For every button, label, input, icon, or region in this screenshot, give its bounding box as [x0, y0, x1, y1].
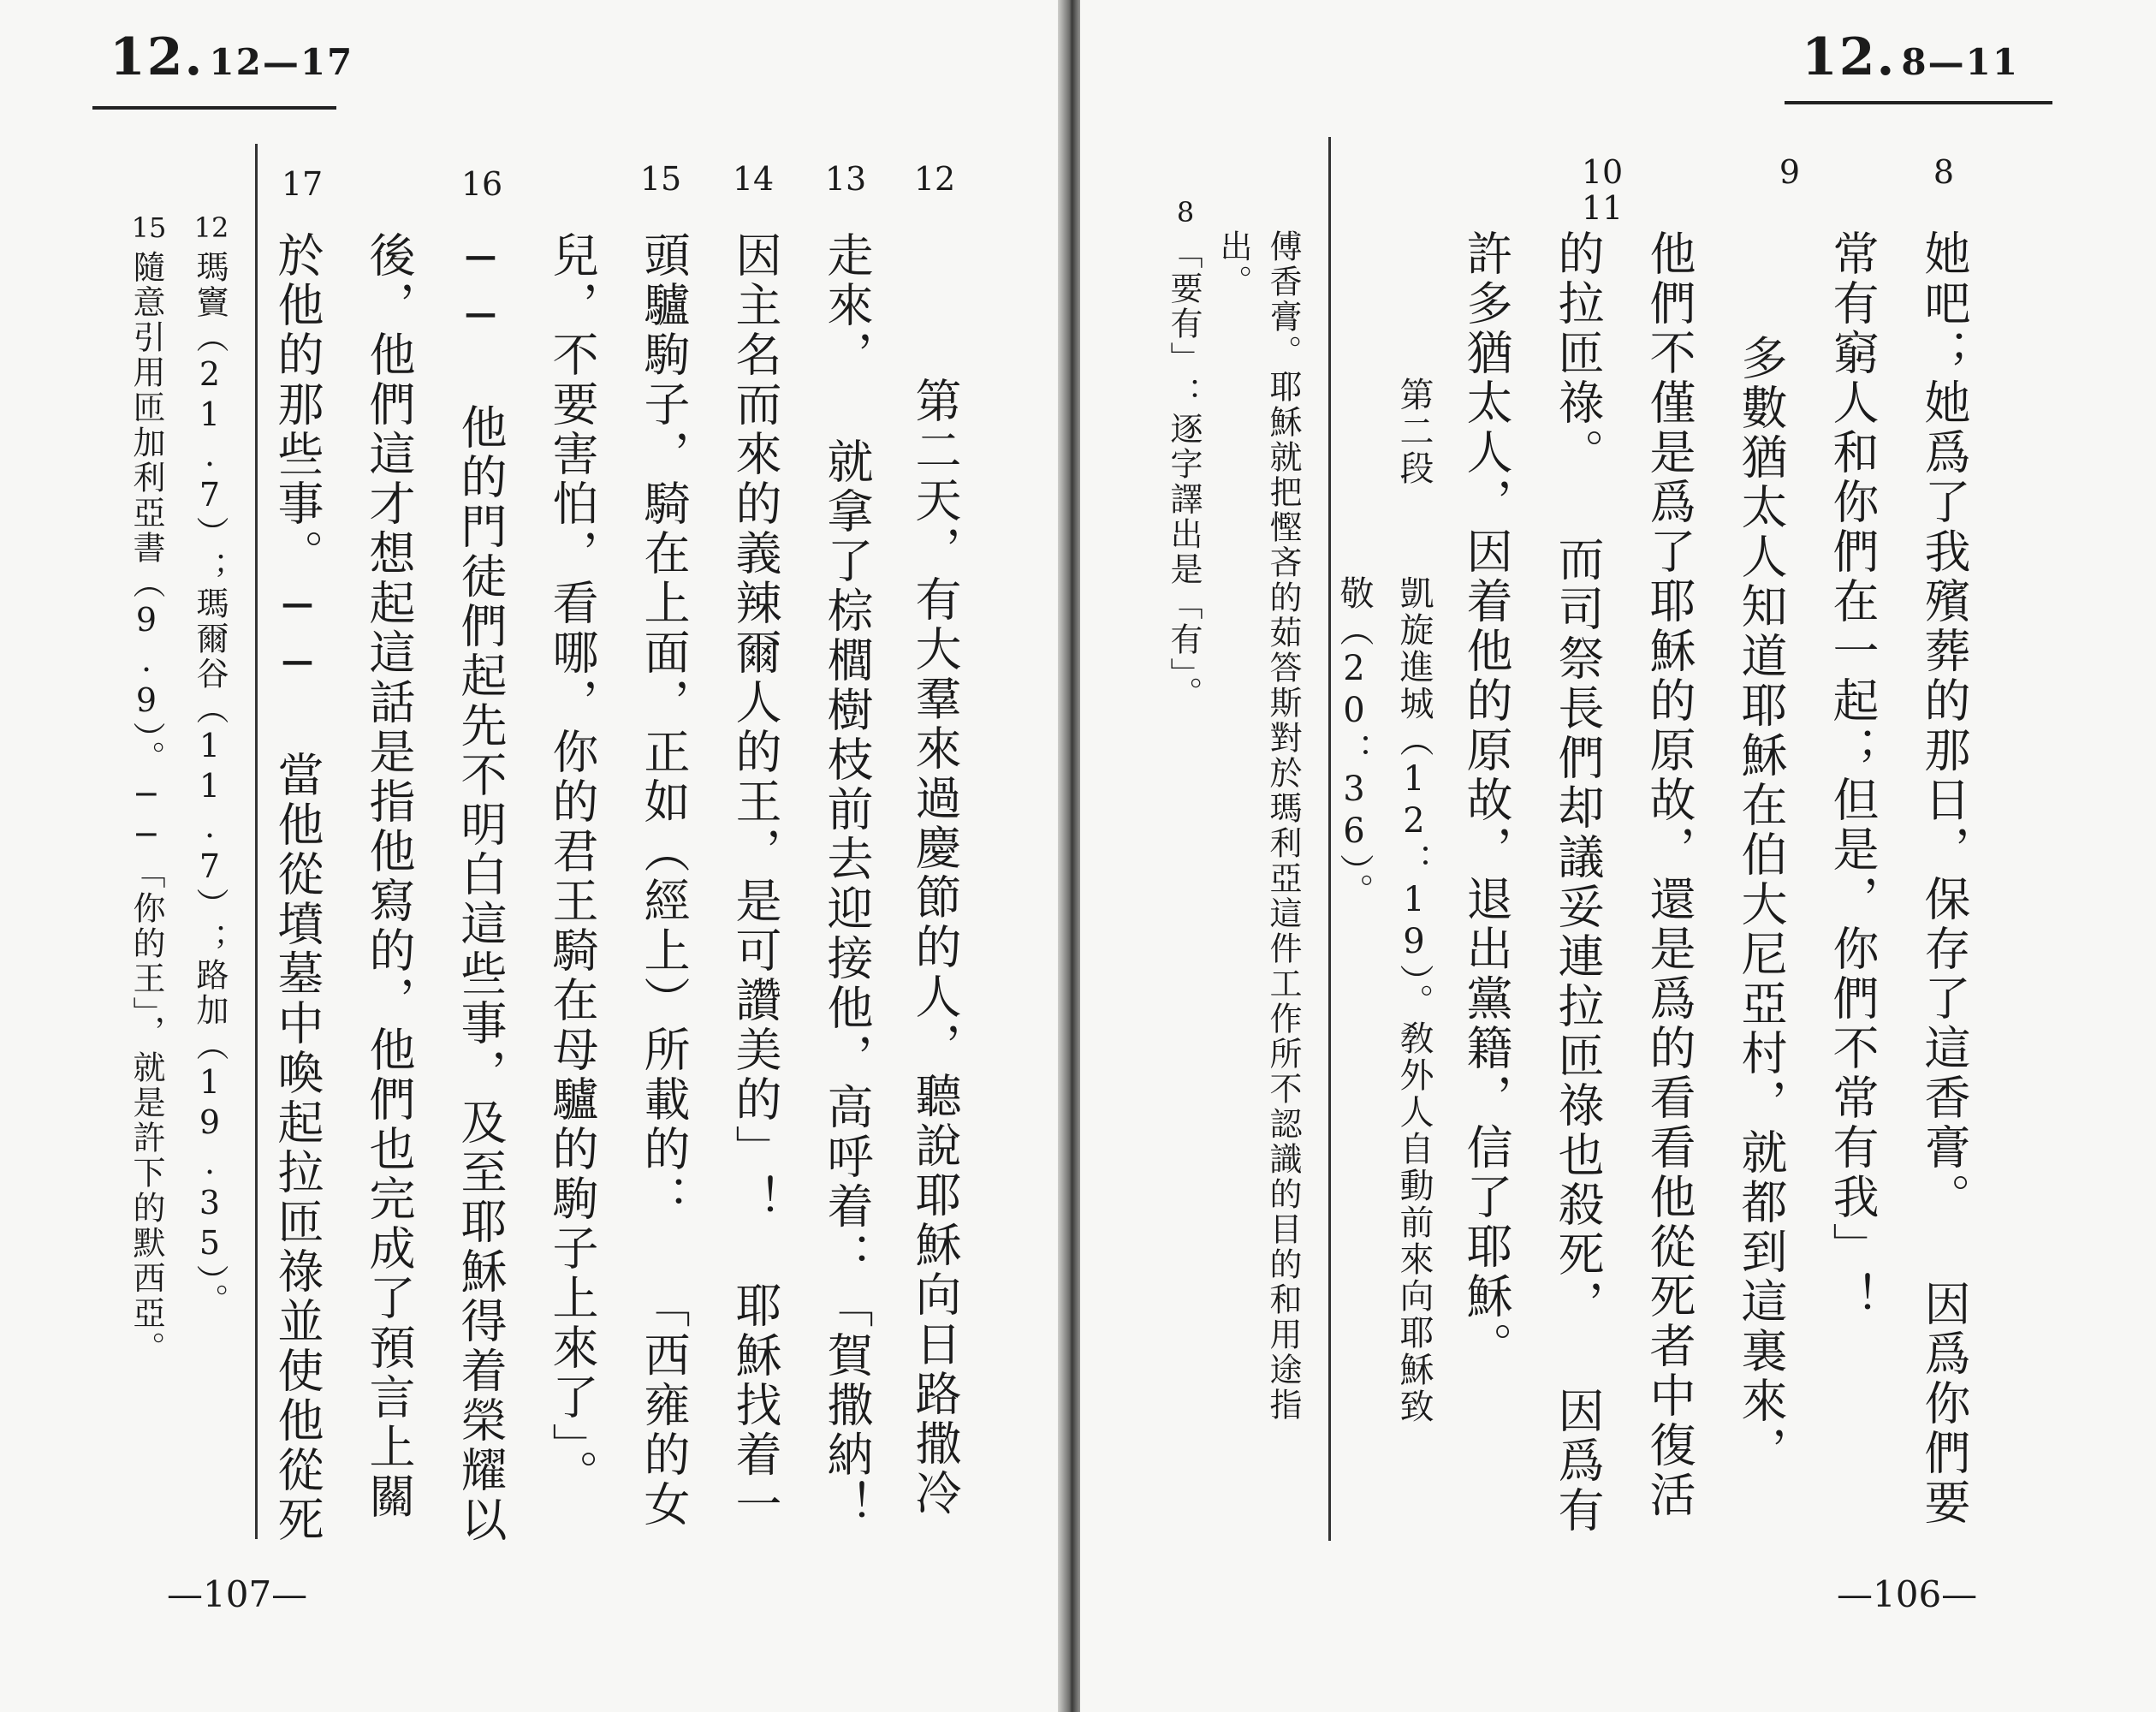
- text-column: 頭驢駒子，騎在上面，正如（經上）所載的： 「西雍的女: [637, 231, 691, 1530]
- text-column: 他們不僅是爲了耶穌的原故，還是爲的看看他從死者中復活: [1642, 229, 1696, 1520]
- verse-number: 11: [1581, 189, 1624, 227]
- verse-number: 14: [732, 160, 775, 198]
- text-column: 後，他們這才想起這話是指他寫的，他們也完成了預言上關: [362, 231, 416, 1522]
- section-heading-cont: 敬（20：36）。: [1334, 575, 1374, 910]
- verse-number: 16: [460, 165, 503, 203]
- running-head: [110, 27, 353, 87]
- verse-number: 15: [639, 160, 682, 198]
- footnote: 瑪竇（21.7）；瑪爾谷（11.7）；路加（19.35）。: [191, 250, 229, 1318]
- footnote: 傅香膏。耶穌就把慳吝的茹答斯對於瑪利亞這件工作所不認識的目的和用途指: [1264, 229, 1302, 1423]
- section-heading: 凱旋進城（12：19）。敎外人自動前來向耶穌致: [1394, 575, 1434, 1425]
- text-column-v12: 第二天，有大羣來過慶節的人，聽說耶穌向日路撒冷: [908, 377, 962, 1519]
- verse-number: 12: [913, 160, 956, 198]
- verse-number: 8: [1933, 153, 1955, 191]
- text-column: ── 他的門徒們起先不明白這些事，及至耶穌得着榮耀以: [454, 231, 508, 1545]
- text-column-v13: 走來， 就拿了棕櫚樹枝前去迎接他，高呼着：「賀撒納！: [820, 231, 874, 1530]
- left-page: [0, 0, 1061, 1712]
- note-number: 15: [131, 211, 167, 244]
- note-number: 8: [1176, 196, 1195, 229]
- text-column: 她吧；她爲了我殯葬的那日，保存了這香膏。 因爲你們要: [1917, 229, 1971, 1528]
- text-column: 於他的那些事。── 當他從墳墓中喚起拉匝祿並使他從死: [270, 231, 324, 1545]
- chapter-number: 12.: [1802, 27, 1897, 87]
- verse-number: 10: [1581, 153, 1624, 191]
- text-column: 的拉匝祿。 而司祭長們却議妥連拉匝祿也殺死， 因爲有: [1551, 229, 1605, 1536]
- verse-number: 9: [1779, 153, 1801, 191]
- section-label: 第二段: [1394, 377, 1434, 487]
- verse-range: 8—11: [1901, 41, 2020, 83]
- note-number: 12: [193, 211, 229, 244]
- head-rule: [1785, 101, 2052, 104]
- footnote: 「要有」：逐字譯出是「有」。: [1165, 236, 1203, 711]
- verse-number: 13: [824, 160, 867, 198]
- text-column: 兒，不要害怕，看哪，你的君王騎在母驢的駒子上來了」。: [545, 231, 599, 1499]
- text-column: 常有窮人和你們在一起；但是，你們不常有我」！: [1826, 229, 1880, 1322]
- text-column-v9: 多數猶太人知道耶穌在伯大尼亞村，就都到這裏來，: [1734, 334, 1788, 1476]
- page-number: —107—: [167, 1573, 308, 1615]
- footnote: 隨意引用匝加利亞書（9.9）。──「你的王」，就是許下的默西亞。: [128, 250, 165, 1366]
- chapter-number: 12.: [110, 27, 205, 87]
- text-column: 因主名而來的義辣爾人的王，是可讚美的」！ 耶穌找着一: [728, 231, 782, 1530]
- verse-number: 17: [281, 165, 324, 203]
- page-number: —106—: [1837, 1573, 1978, 1615]
- running-head: [1802, 27, 2019, 87]
- column-divider: [255, 144, 258, 1539]
- right-page: [1080, 0, 2156, 1712]
- verse-range: 12—17: [209, 41, 354, 83]
- footnote: 出。: [1215, 229, 1252, 300]
- head-rule: [92, 106, 336, 110]
- text-column: 許多猶太人，因着他的原故，退出黨籍，信了耶穌。: [1459, 229, 1513, 1371]
- column-divider: [1328, 137, 1331, 1541]
